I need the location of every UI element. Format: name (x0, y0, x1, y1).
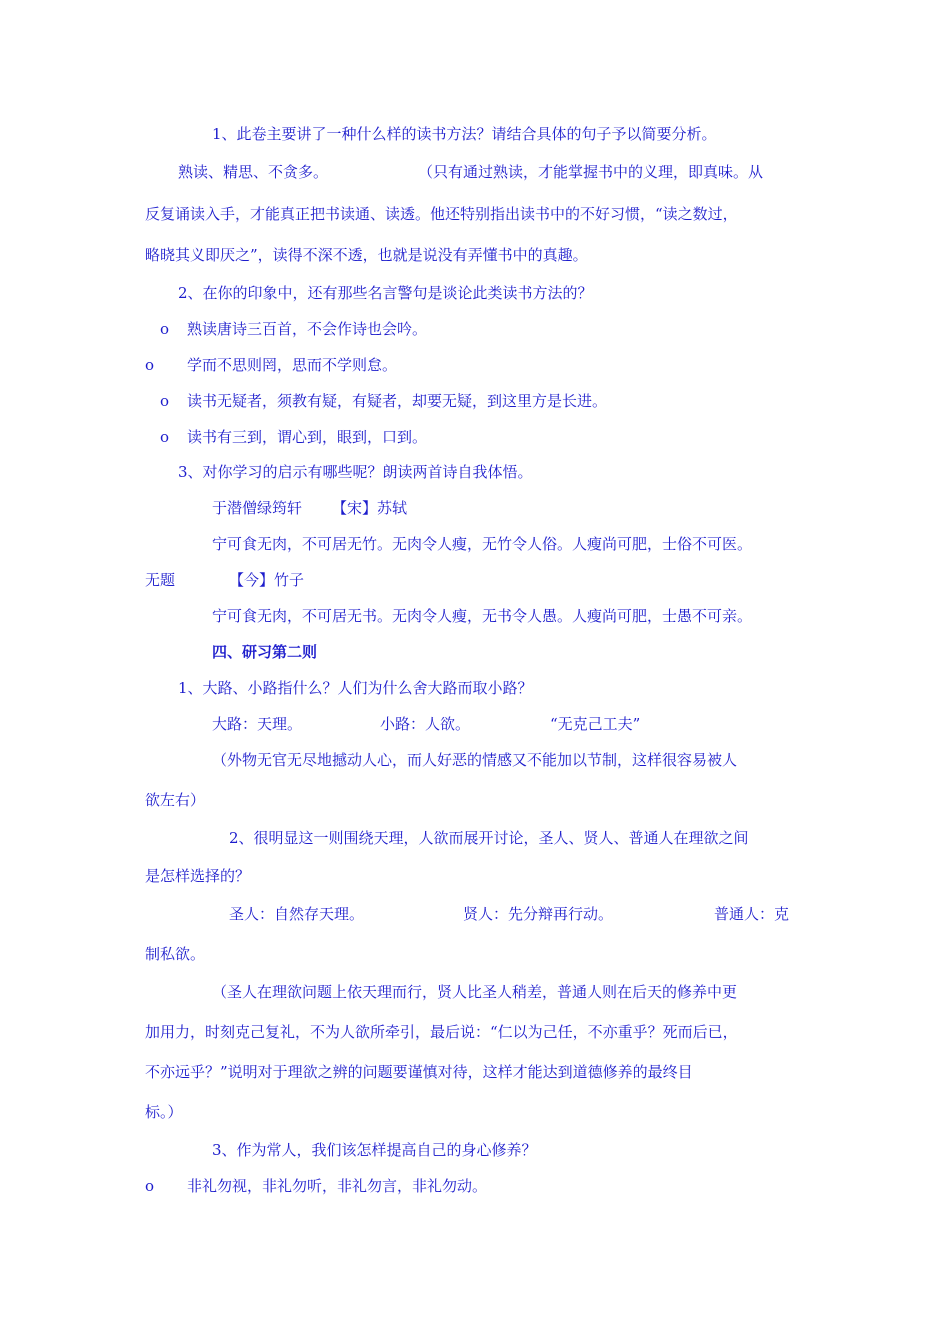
question-2: 2、在你的印象中，还有那些名言警句是谈论此类读书方法的？ (178, 284, 593, 302)
section-4-question-3: 3、作为常人，我们该怎样提高自己的身心修养？ (212, 1141, 537, 1159)
answer-1-text-line-3: 略晓其义即厌之”，读得不深不透，也就是说没有弄懂书中的真趣。 (145, 246, 588, 264)
answer-1-key: 熟读、精思、不贪多。 (178, 163, 329, 181)
answer-1-text-line-1: （只有通过熟读，才能掌握书中的义理，即真味。从 (418, 163, 764, 181)
answer-1-text-line-2: 反复诵读入手，才能真正把书读通、读透。他还特别指出读书中的不好习惯，“读之数过， (145, 205, 738, 223)
answer-2-note-line-4: 标。） (145, 1103, 183, 1121)
section-4-question-1: 1、大路、小路指什么？人们为什么舍大路而取小路？ (178, 679, 533, 697)
section-heading: 四、研习第二则 (212, 643, 318, 661)
list-item-text: 读书有三到，谓心到，眼到，口到。 (187, 428, 428, 446)
section-4-question-2-line-1: 2、很明显这一则围绕天理，人欲而展开讨论，圣人、贤人、普通人在理欲之间 (229, 829, 749, 847)
poem-1-text: 宁可食无肉，不可居无竹。无肉令人瘦，无竹令人俗。人瘦尚可肥，士俗不可医。 (212, 535, 753, 553)
answer-quote: “无克己工夫” (550, 715, 641, 733)
bullet-icon: o (160, 428, 170, 446)
answer-wise: 贤人：先分辩再行动。 (463, 905, 614, 923)
answer-2-note-line-2: 加用力，时刻克己复礼，不为人欲所牵引，最后说：“仁以为己任，不亦重乎？死而后已， (145, 1023, 738, 1041)
answer-small-road: 小路：人欲。 (380, 715, 471, 733)
answer-1-note-line-1: （外物无官无尽地撼动人心，而人好恶的情感又不能加以节制，这样很容易被人 (212, 751, 738, 769)
list-item-text: 学而不思则罔，思而不学则怠。 (187, 356, 398, 374)
list-item-text: 读书无疑者，须教有疑，有疑者，却要无疑，到这里方是长进。 (187, 392, 608, 410)
question-1: 1、此卷主要讲了一种什么样的读书方法？请结合具体的句子予以简要分析。 (212, 125, 717, 143)
poem-2-text: 宁可食无肉，不可居无书。无肉令人瘦，无书令人愚。人瘦尚可肥，士愚不可亲。 (212, 607, 753, 625)
answer-big-road: 大路：天理。 (212, 715, 303, 733)
answer-common: 普通人：克 (714, 905, 790, 923)
bullet-icon: o (145, 1177, 155, 1195)
answer-2-note-line-1: （圣人在理欲问题上依天理而行，贤人比圣人稍差，普通人则在后天的修养中更 (212, 983, 738, 1001)
poem-2-title: 无题 (145, 571, 176, 589)
answer-2-note-line-3: 不亦远乎？”说明对于理欲之辨的问题要谨慎对待，这样才能达到道德修养的最终目 (145, 1063, 693, 1081)
poem-1-title: 于潜僧绿筠轩 (212, 499, 303, 517)
list-item-text: 熟读唐诗三百首，不会作诗也会吟。 (187, 320, 428, 338)
answer-1-note-line-2: 欲左右） (145, 791, 206, 809)
section-4-question-2-line-2: 是怎样选择的？ (145, 867, 251, 885)
answer-common-cont: 制私欲。 (145, 945, 206, 963)
bullet-icon: o (145, 356, 155, 374)
answer-sage: 圣人：自然存天理。 (229, 905, 365, 923)
list-item-text: 非礼勿视，非礼勿听，非礼勿言，非礼勿动。 (187, 1177, 488, 1195)
bullet-icon: o (160, 392, 170, 410)
poem-2-author: 【今】竹子 (229, 571, 305, 589)
question-3: 3、对你学习的启示有哪些呢？朗读两首诗自我体悟。 (178, 463, 533, 481)
bullet-icon: o (160, 320, 170, 338)
poem-1-author: 【宋】苏轼 (332, 499, 408, 517)
